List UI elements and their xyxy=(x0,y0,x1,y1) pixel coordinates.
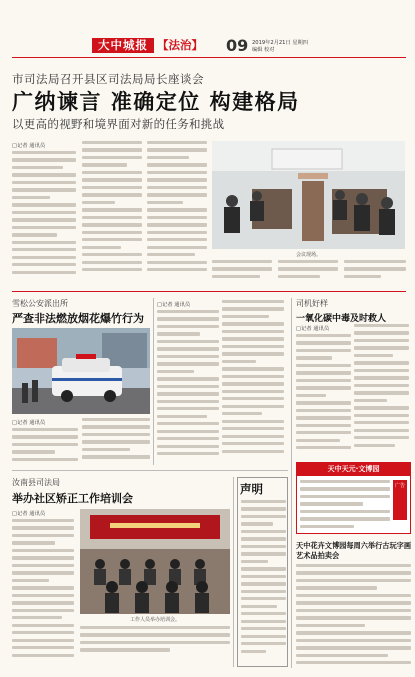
notice-body xyxy=(241,500,286,663)
meeting-photo-drawing xyxy=(212,141,405,249)
lead-byline: □记者 通讯员 xyxy=(12,143,46,149)
ad-side-tag: 广告 xyxy=(393,480,407,520)
left-bottom-body-col-2 xyxy=(80,626,230,662)
ad-body xyxy=(300,480,390,530)
training-photo-caption: 工作人员举办培训会。 xyxy=(129,617,180,623)
lead-headline: 广纳谏言 准确定位 构建格局 xyxy=(12,89,300,114)
center-mid-body-col-1 xyxy=(157,310,219,465)
editor-text: 编辑 校对 xyxy=(252,47,275,53)
lead-body-col-6 xyxy=(344,260,406,286)
left-mid-body-col-1 xyxy=(12,428,78,466)
paper-logo: 大中城报 xyxy=(92,38,154,53)
lead-body-col-3 xyxy=(147,141,207,281)
right-mid-body-col-2 xyxy=(354,324,409,454)
meeting-photo xyxy=(212,141,405,249)
right-bottom-headline: 天中花卉文博园每周六举行古玩字画艺术品拍卖会 xyxy=(296,541,412,560)
left-mid-body-col-2 xyxy=(82,418,150,466)
lead-subhead: 以更高的视野和境界面对新的任务和挑战 xyxy=(12,117,225,131)
masthead-rule xyxy=(12,57,406,58)
right-mid-headline: 一氧化碳中毒及时救人 xyxy=(296,314,387,324)
page-number: 09 xyxy=(226,36,249,55)
right-mid-body-col-1 xyxy=(296,334,351,454)
ad-title: 天中天元·文博园 xyxy=(296,462,411,476)
lead-photo-caption: 会议现场。 xyxy=(295,252,321,258)
lead-body-col-5 xyxy=(278,260,338,286)
police-car-photo xyxy=(12,328,150,414)
right-bottom-body xyxy=(296,564,411,666)
police-car-drawing xyxy=(12,328,150,414)
left-bottom-body-col-1 xyxy=(12,519,74,661)
date-line xyxy=(252,40,308,54)
training-photo xyxy=(80,509,230,614)
masthead xyxy=(0,0,415,62)
lead-bottom-rule xyxy=(12,291,406,292)
right-mid-byline: □记者 通讯员 xyxy=(296,326,330,332)
left-bottom-kicker: 汝南县司法局 xyxy=(12,478,60,487)
left-mid-divider xyxy=(153,298,154,465)
date-text: 2019年2月21日 星期四 xyxy=(252,40,308,46)
notice-title: 声明 xyxy=(240,482,263,496)
lead-body-col-2 xyxy=(82,141,142,281)
notice-divider xyxy=(233,477,234,667)
left-bottom-byline: □记者 通讯员 xyxy=(12,511,46,517)
right-mid-kicker: 司机好样 xyxy=(296,299,328,308)
left-mid-byline: □记者 通讯员 xyxy=(12,420,46,426)
center-mid-byline: □记者 通讯员 xyxy=(157,302,191,308)
left-mid-kicker: 雪松公安派出所 xyxy=(12,299,68,308)
center-mid-body-col-2 xyxy=(222,300,284,465)
left-mid-headline: 严查非法燃放烟花爆竹行为 xyxy=(12,312,144,325)
right-col-divider xyxy=(291,298,292,668)
lead-body-col-4 xyxy=(212,260,272,286)
lead-kicker: 市司法局召开县区司法局局长座谈会 xyxy=(12,72,204,86)
lead-body-col-1 xyxy=(12,151,76,281)
left-bottom-headline: 举办社区矫正工作培训会 xyxy=(12,492,133,505)
left-bottom-rule xyxy=(12,470,288,471)
section-label: 【法治】 xyxy=(157,38,203,52)
training-photo-drawing xyxy=(80,509,230,614)
